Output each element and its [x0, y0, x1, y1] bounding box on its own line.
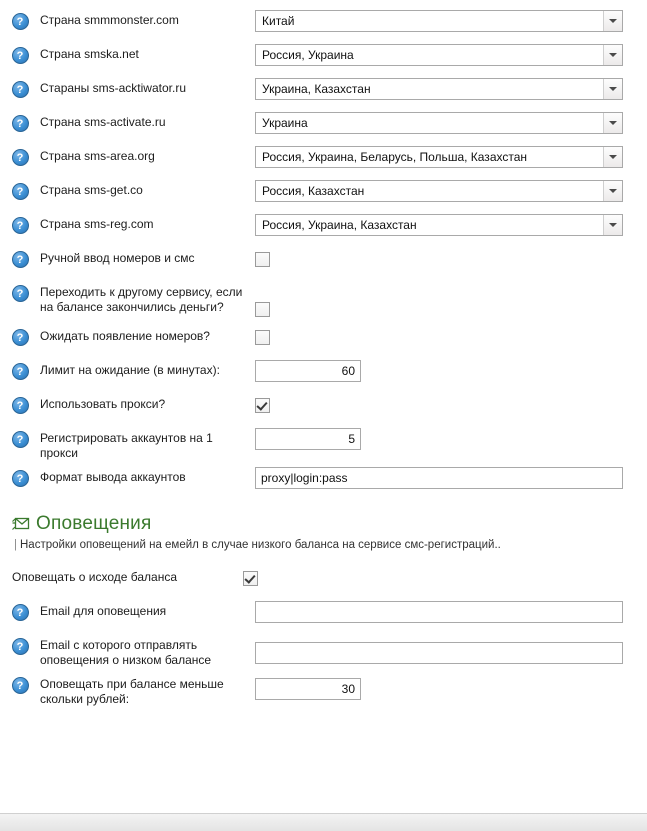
help-icon[interactable]: ? — [12, 363, 29, 380]
help-cell — [0, 246, 40, 268]
help-icon[interactable]: ? — [12, 149, 29, 166]
help-icon[interactable]: ? — [12, 431, 29, 448]
notifications-header — [12, 513, 647, 535]
notify-email-input[interactable] — [255, 601, 623, 623]
wait-for-numbers-checkbox[interactable] — [255, 330, 270, 345]
setting-row-wait-limit-minutes — [0, 356, 647, 390]
help-cell — [0, 465, 40, 487]
help-icon[interactable]: ? — [12, 397, 29, 414]
setting-row-country-sms-get — [0, 176, 647, 210]
select-value: Россия, Украина, Беларусь, Польша, Казахстан — [262, 150, 528, 164]
help-cell — [0, 633, 40, 655]
help-icon[interactable]: ? — [12, 285, 29, 302]
help-icon[interactable]: ? — [12, 13, 29, 30]
select-value: Россия, Украина, Казахстан — [262, 218, 417, 232]
help-cell — [0, 144, 40, 166]
setting-label: Страна sms-area.org — [40, 149, 155, 163]
notify-row-balance-out — [0, 563, 647, 597]
switch-service-on-empty-balance-checkbox[interactable] — [255, 302, 270, 317]
notify-label: Оповещать при балансе меньше скольки рублей: — [40, 677, 224, 706]
setting-label: Страна sms-get.co — [40, 183, 143, 197]
mail-alert-icon — [12, 517, 30, 531]
account-output-format-input[interactable] — [255, 467, 623, 489]
country-smska-select[interactable] — [255, 44, 623, 66]
chevron-down-icon[interactable] — [603, 215, 622, 235]
setting-control — [255, 426, 647, 450]
setting-row-accounts-per-proxy — [0, 424, 647, 463]
notifications-section — [0, 513, 647, 551]
notify-on-balance-out-checkbox[interactable] — [243, 571, 258, 586]
help-cell — [0, 324, 40, 346]
help-cell — [0, 178, 40, 200]
notify-label: Email с которого отправлять оповещения о низком балансе — [40, 638, 212, 667]
help-cell — [0, 426, 40, 448]
setting-control — [255, 178, 647, 202]
help-icon[interactable]: ? — [12, 115, 29, 132]
setting-control — [255, 144, 647, 168]
notify-balance-threshold-input[interactable] — [255, 678, 361, 700]
notify-control — [255, 599, 647, 623]
setting-control — [255, 465, 647, 489]
setting-row-manual-number-sms-input — [0, 244, 647, 278]
notify-sender-email-input[interactable] — [255, 642, 623, 664]
chevron-down-icon[interactable] — [603, 147, 622, 167]
chevron-down-icon[interactable] — [603, 11, 622, 31]
setting-label: Формат вывода аккаунтов — [40, 470, 186, 484]
help-icon[interactable]: ? — [12, 251, 29, 268]
help-icon[interactable]: ? — [12, 638, 29, 655]
use-proxy-checkbox[interactable] — [255, 398, 270, 413]
help-icon[interactable]: ? — [12, 329, 29, 346]
help-icon[interactable]: ? — [12, 470, 29, 487]
bottom-status-bar — [0, 813, 647, 831]
setting-row-country-smska — [0, 40, 647, 74]
manual-number-sms-input-checkbox[interactable] — [255, 252, 270, 267]
help-icon[interactable]: ? — [12, 47, 29, 64]
chevron-down-icon[interactable] — [603, 79, 622, 99]
notify-label: Оповещать о исходе баланса — [12, 570, 178, 584]
notify-control — [243, 565, 647, 589]
subtitle-bar: | — [14, 539, 17, 551]
setting-control — [255, 358, 647, 382]
setting-control — [255, 246, 647, 270]
select-value: Россия, Украина — [262, 48, 354, 62]
country-smmmonster-select[interactable] — [255, 10, 623, 32]
setting-control — [255, 324, 647, 348]
help-cell — [0, 212, 40, 234]
setting-label: Лимит на ожидание (в минутах): — [40, 363, 220, 377]
setting-row-country-smmmonster — [0, 6, 647, 40]
help-icon[interactable]: ? — [12, 677, 29, 694]
setting-control — [255, 212, 647, 236]
setting-label: Ручной ввод номеров и смс — [40, 251, 195, 265]
setting-row-use-proxy — [0, 390, 647, 424]
help-cell — [0, 110, 40, 132]
notify-row-sender-email — [0, 631, 647, 670]
setting-control — [255, 76, 647, 100]
select-value: Китай — [262, 14, 295, 28]
help-icon[interactable]: ? — [12, 81, 29, 98]
setting-label: Ожидать появление номеров? — [40, 329, 210, 343]
setting-row-account-output-format — [0, 463, 647, 497]
setting-row-country-sms-reg — [0, 210, 647, 244]
accounts-per-proxy-input[interactable] — [255, 428, 361, 450]
setting-control — [255, 110, 647, 134]
select-value: Россия, Казахстан — [262, 184, 365, 198]
chevron-down-icon[interactable] — [603, 45, 622, 65]
setting-label: Использовать прокси? — [40, 397, 166, 411]
setting-row-country-sms-activate — [0, 108, 647, 142]
help-cell — [0, 8, 40, 30]
setting-label: Переходить к другому сервису, если на балансе закончились деньги? — [40, 285, 243, 314]
setting-row-country-sms-acktiwator — [0, 74, 647, 108]
setting-label: Страна smmmonster.com — [40, 13, 179, 27]
country-sms-acktiwator-select[interactable] — [255, 78, 623, 100]
setting-control — [255, 42, 647, 66]
help-icon[interactable]: ? — [12, 217, 29, 234]
country-sms-activate-select[interactable] — [255, 112, 623, 134]
select-value: Украина, Казахстан — [262, 82, 371, 96]
chevron-down-icon[interactable] — [603, 113, 622, 133]
wait-limit-minutes-input[interactable] — [255, 360, 361, 382]
setting-label: Страна sms-activate.ru — [40, 115, 166, 129]
help-cell — [0, 76, 40, 98]
help-cell — [0, 280, 40, 302]
help-icon[interactable]: ? — [12, 604, 29, 621]
notify-row-balance-threshold — [0, 670, 647, 709]
help-cell — [0, 392, 40, 414]
help-icon[interactable]: ? — [12, 183, 29, 200]
notifications-title: Оповещения — [36, 513, 152, 534]
setting-label: Страна sms-reg.com — [40, 217, 154, 231]
notify-control — [255, 672, 647, 700]
setting-row-switch-service-on-empty-balance — [0, 278, 647, 322]
setting-control — [255, 8, 647, 32]
notify-row-email — [0, 597, 647, 631]
help-cell — [0, 672, 40, 694]
notifications-subtitle-text: Настройки оповещений на емейл в случае низкого баланса на сервисе смс-регистраций.. — [20, 539, 501, 551]
select-value: Украина — [262, 116, 308, 130]
country-sms-area-select[interactable] — [255, 146, 623, 168]
notifications-subtitle — [12, 539, 647, 551]
chevron-down-icon[interactable] — [603, 181, 622, 201]
help-cell — [0, 358, 40, 380]
setting-label: Стараны sms-acktiwator.ru — [40, 81, 186, 95]
notify-label: Email для оповещения — [40, 604, 167, 618]
setting-label: Регистрировать аккаунтов на 1 прокси — [40, 431, 213, 460]
setting-label: Страна smska.net — [40, 47, 139, 61]
help-cell — [0, 42, 40, 64]
setting-row-wait-for-numbers — [0, 322, 647, 356]
country-sms-reg-select[interactable] — [255, 214, 623, 236]
country-sms-get-select[interactable] — [255, 180, 623, 202]
setting-control — [255, 392, 647, 416]
setting-control — [255, 280, 647, 320]
help-cell — [0, 599, 40, 621]
notification-rows — [0, 551, 647, 709]
setting-row-country-sms-area — [0, 142, 647, 176]
notify-control — [255, 633, 647, 664]
